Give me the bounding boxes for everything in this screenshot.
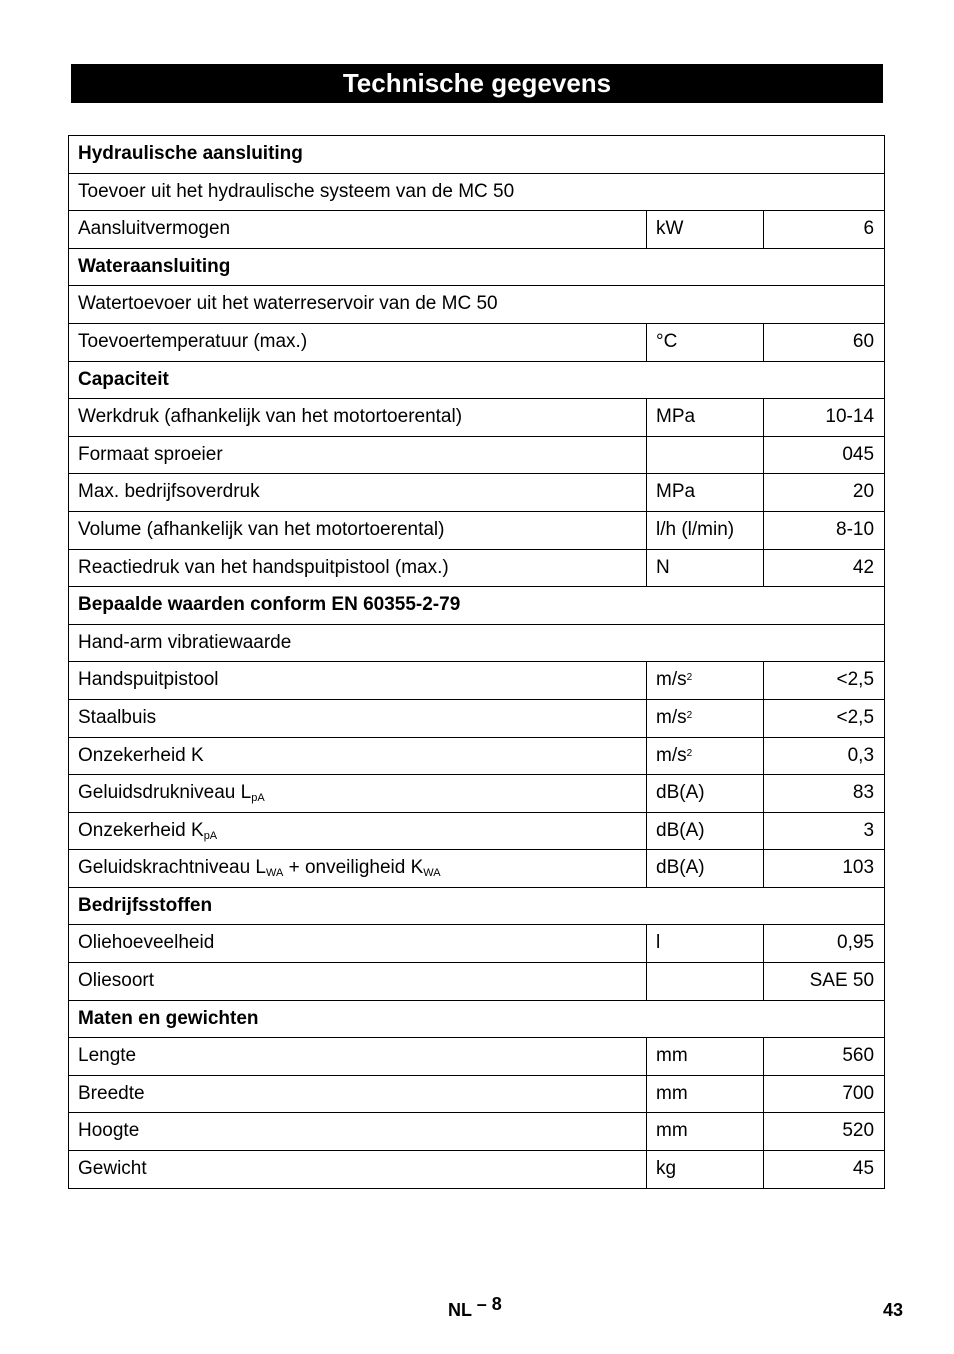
table-row — [69, 963, 885, 1001]
table-row — [69, 662, 885, 700]
row-label — [69, 699, 647, 737]
row-unit — [647, 699, 764, 737]
row-value — [764, 1075, 885, 1113]
row-value — [764, 850, 885, 888]
value-text: 60 — [852, 330, 875, 352]
unit-text: mm — [656, 1082, 688, 1104]
row-unit — [647, 775, 764, 813]
row-value — [764, 925, 885, 963]
label-text: Watertoevoer uit het waterreservoir van de MC 50 — [78, 293, 498, 315]
row-value — [764, 963, 885, 1001]
section-page: – 8 — [476, 1294, 502, 1314]
table-row — [69, 436, 885, 474]
label-text: Hand-arm vibratiewaarde — [78, 631, 292, 653]
label-text: Handspuitpistool — [78, 669, 219, 691]
unit-text: dB(A) — [656, 857, 705, 879]
value-text: 0,95 — [837, 932, 875, 954]
label-text: Volume (afhankelijk van het motortoerental) — [78, 518, 445, 540]
value-text: 20 — [852, 481, 875, 503]
section-header-row — [69, 1000, 885, 1038]
value-text: 10-14 — [825, 406, 875, 428]
row-value — [764, 737, 885, 775]
value-text: <2,5 — [836, 706, 875, 728]
row-label — [69, 323, 647, 361]
unit-text: mm — [656, 1120, 688, 1142]
row-label — [69, 775, 647, 813]
value-text: 8-10 — [836, 518, 875, 540]
row-label — [69, 211, 647, 249]
unit-text: m/s — [656, 744, 687, 766]
row-label — [69, 511, 647, 549]
page-title: Technische gegevens — [71, 64, 883, 103]
label-text: Capaciteit — [78, 368, 169, 390]
subheader-row — [69, 624, 885, 662]
row-value — [764, 323, 885, 361]
row-label — [69, 963, 647, 1001]
label-text: Max. bedrijfsoverdruk — [78, 481, 260, 503]
technical-data-table — [68, 135, 885, 1189]
value-text: 045 — [842, 443, 875, 465]
section-title — [69, 248, 885, 286]
label-text: Werkdruk (afhankelijk van het motortoerental) — [78, 406, 463, 428]
table-row — [69, 323, 885, 361]
label-text: Aansluitvermogen — [78, 218, 231, 240]
unit-text: dB(A) — [656, 782, 705, 804]
row-value — [764, 474, 885, 512]
unit-text: kg — [656, 1158, 677, 1180]
table-row — [69, 211, 885, 249]
language-code: NL — [448, 1300, 472, 1320]
label-text: Onzekerheid K — [78, 819, 204, 841]
row-unit — [647, 511, 764, 549]
value-text: SAE 50 — [809, 970, 875, 992]
row-value — [764, 1151, 885, 1189]
label-text: Bedrijfsstoffen — [78, 894, 213, 916]
row-unit — [647, 850, 764, 888]
row-value — [764, 1113, 885, 1151]
value-text: 103 — [842, 857, 875, 879]
row-value — [764, 211, 885, 249]
value-text: 6 — [863, 218, 875, 240]
unit-text: MPa — [656, 406, 696, 428]
unit-text: m/s — [656, 706, 687, 728]
unit-text: dB(A) — [656, 819, 705, 841]
label-text: Breedte — [78, 1082, 145, 1104]
row-label — [69, 286, 885, 324]
unit-text: °C — [656, 330, 678, 352]
section-header-row — [69, 361, 885, 399]
value-text: 520 — [842, 1120, 875, 1142]
label-subscript: pA — [203, 829, 218, 842]
row-label — [69, 812, 647, 850]
row-value — [764, 662, 885, 700]
row-label — [69, 662, 647, 700]
section-title — [69, 587, 885, 625]
subheader-row — [69, 173, 885, 211]
unit-superscript: 2 — [686, 709, 693, 721]
row-label — [69, 850, 647, 888]
section-header-row — [69, 887, 885, 925]
row-unit — [647, 1075, 764, 1113]
row-label — [69, 173, 885, 211]
unit-superscript: 2 — [686, 672, 693, 684]
row-label — [69, 737, 647, 775]
table-row — [69, 925, 885, 963]
row-value — [764, 399, 885, 437]
table-row — [69, 737, 885, 775]
row-value — [764, 511, 885, 549]
row-unit — [647, 549, 764, 587]
unit-text: MPa — [656, 481, 696, 503]
unit-text: l/h (l/min) — [656, 518, 735, 540]
row-unit — [647, 1113, 764, 1151]
row-unit — [647, 1151, 764, 1189]
section-title — [69, 887, 885, 925]
row-unit — [647, 474, 764, 512]
table-row — [69, 850, 885, 888]
row-label — [69, 399, 647, 437]
row-label — [69, 436, 647, 474]
label-text: Lengte — [78, 1045, 137, 1067]
table-row — [69, 699, 885, 737]
value-text: 0,3 — [847, 744, 875, 766]
row-unit — [647, 812, 764, 850]
value-text: 42 — [852, 556, 875, 578]
section-header-row — [69, 248, 885, 286]
label-text-continued: + onveiligheid K — [283, 857, 424, 879]
label-text: Geluidsdrukniveau L — [78, 782, 252, 804]
unit-text: l — [656, 932, 661, 954]
value-text: 83 — [852, 782, 875, 804]
row-label — [69, 549, 647, 587]
table-row — [69, 1151, 885, 1189]
label-subscript: pA — [251, 792, 265, 805]
row-unit — [647, 662, 764, 700]
row-label — [69, 925, 647, 963]
label-text: Maten en gewichten — [78, 1007, 259, 1029]
row-label — [69, 1151, 647, 1189]
label-text: Oliehoeveelheid — [78, 932, 215, 954]
unit-text: mm — [656, 1045, 688, 1067]
row-label — [69, 1075, 647, 1113]
label-text: Staalbuis — [78, 706, 157, 728]
label-text: Geluidskrachtniveau L — [78, 857, 266, 879]
footer-language — [448, 1294, 502, 1321]
table-row — [69, 1113, 885, 1151]
row-unit — [647, 737, 764, 775]
label-text: Hydraulische aansluiting — [78, 143, 303, 164]
row-label — [69, 1113, 647, 1151]
section-title — [69, 1000, 885, 1038]
label-text: Hoogte — [78, 1120, 140, 1142]
row-value — [764, 699, 885, 737]
table-row — [69, 775, 885, 813]
value-text: 700 — [842, 1082, 875, 1104]
table-row — [69, 1038, 885, 1076]
row-unit — [647, 1038, 764, 1076]
label-text: Toevoer uit het hydraulische systeem van de MC 50 — [78, 180, 515, 202]
row-label — [69, 474, 647, 512]
row-unit — [647, 436, 764, 474]
section-header-row — [69, 136, 885, 174]
unit-text: m/s — [656, 669, 687, 691]
section-header-row — [69, 587, 885, 625]
row-unit — [647, 399, 764, 437]
row-unit — [647, 211, 764, 249]
value-text: 3 — [863, 819, 875, 841]
row-unit — [647, 323, 764, 361]
unit-superscript: 2 — [686, 747, 693, 759]
label-subscript: WA — [266, 867, 284, 880]
row-value — [764, 436, 885, 474]
section-title — [69, 361, 885, 399]
row-value — [764, 1038, 885, 1076]
unit-text: kW — [656, 218, 684, 240]
label-text: Onzekerheid K — [78, 744, 204, 766]
label-text: Bepaalde waarden conform EN 60355-2-79 — [78, 594, 461, 616]
label-text: Gewicht — [78, 1158, 147, 1180]
table-body — [69, 136, 885, 1189]
section-title — [69, 136, 885, 174]
row-label — [69, 624, 885, 662]
table-row — [69, 511, 885, 549]
table-row — [69, 474, 885, 512]
row-unit — [647, 963, 764, 1001]
subheader-row — [69, 286, 885, 324]
label-text: Toevoertemperatuur (max.) — [78, 330, 308, 352]
value-text: 560 — [842, 1045, 875, 1067]
value-text: <2,5 — [836, 669, 875, 691]
row-value — [764, 549, 885, 587]
label-text: Oliesoort — [78, 970, 155, 992]
label-text: Reactiedruk van het handspuitpistool (max.) — [78, 556, 449, 578]
label-text: Formaat sproeier — [78, 443, 223, 465]
table-row — [69, 812, 885, 850]
page-number: 43 — [883, 1300, 904, 1320]
row-unit — [647, 925, 764, 963]
row-label — [69, 1038, 647, 1076]
table-row — [69, 549, 885, 587]
table-row — [69, 399, 885, 437]
unit-text: N — [656, 556, 670, 578]
label-subscript: WA — [423, 867, 441, 880]
table-row — [69, 1075, 885, 1113]
label-text: Wateraansluiting — [78, 255, 231, 277]
row-value — [764, 775, 885, 813]
row-value — [764, 812, 885, 850]
value-text: 45 — [852, 1158, 875, 1180]
